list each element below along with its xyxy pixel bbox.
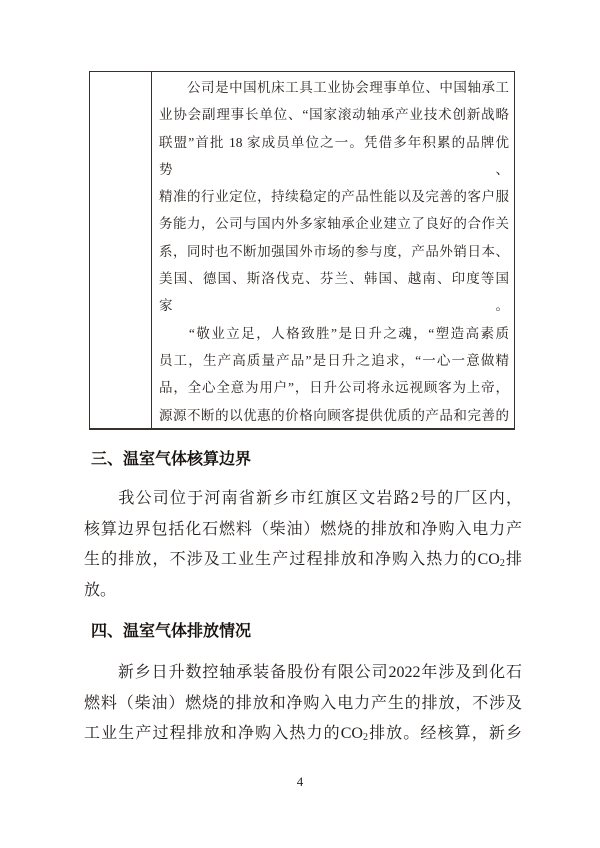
text-segment: 工业生产过程排放和净购入热力的CO xyxy=(84,725,363,743)
text-segment: 核算边界包括化石燃料（柴油）燃烧的排放和净购入电力产 xyxy=(84,520,522,538)
text-line xyxy=(84,515,522,546)
text-segment: 系，同时也不断加强国外市场的参与度，产品外销日本、 xyxy=(159,243,509,259)
text-segment: 业协会副理事长单位、“国家滚动轴承产业技术创新战略 xyxy=(159,107,509,123)
text-line xyxy=(84,719,522,750)
text-segment: 品，全心全意为用户”，日升公司将永远视顾客为上帝， xyxy=(159,380,509,396)
paragraph-emission-status xyxy=(84,658,522,750)
subscript-text: 2 xyxy=(362,732,368,744)
text-segment: 排 xyxy=(504,551,522,569)
paragraph-accounting-boundary xyxy=(84,484,522,607)
text-segment: 源源不断的以优惠的价格向顾客提供优质的产品和完善的 xyxy=(159,407,509,423)
text-segment: 排放。经核算，新乡 xyxy=(367,725,522,743)
text-line xyxy=(159,183,509,210)
text-line xyxy=(84,689,522,720)
text-segment: 放。 xyxy=(84,582,117,600)
text-segment: 联盟”首批 18 家成员单位之一。凭借多年积累的品牌优势、 xyxy=(159,134,509,177)
text-line xyxy=(159,347,509,374)
text-line xyxy=(159,265,509,320)
text-line xyxy=(159,210,509,237)
text-segment: 新乡日升数控轴承装备股份有限公司2022年涉及到化石 xyxy=(84,664,522,681)
text-segment: 美国、德国、斯洛伐克、芬兰、韩国、越南、印度等国家。 xyxy=(159,271,509,314)
text-line xyxy=(159,129,509,184)
subscript-text: 2 xyxy=(499,558,505,570)
text-segment: 公司是中国机床工具工业协会理事单位、中国轴承工 xyxy=(159,80,509,95)
text-segment: 务能力，公司与国内外多家轴承企业建立了良好的合作关 xyxy=(159,216,509,232)
text-segment: “敬业立足，人格致胜”是日升之魂，“塑造高素质 xyxy=(159,325,509,341)
text-line xyxy=(159,320,509,347)
table-content-cell xyxy=(152,72,514,428)
text-line xyxy=(84,484,522,515)
text-line xyxy=(84,545,522,576)
text-line xyxy=(159,74,509,101)
page-number: 4 xyxy=(296,774,304,789)
text-segment: 员工，生产高质量产品”是日升之追求，“一心一意做精 xyxy=(159,352,509,368)
company-intro-table xyxy=(89,71,515,430)
text-segment: 燃料（柴油）燃烧的排放和净购入电力产生的排放，不涉及 xyxy=(84,694,522,712)
text-line xyxy=(84,658,522,689)
text-segment: 我公司位于河南省新乡市红旗区文岩路2号的厂区内， xyxy=(84,490,522,507)
text-line xyxy=(159,374,509,401)
text-line xyxy=(159,101,509,128)
text-line xyxy=(159,402,509,428)
text-line xyxy=(159,238,509,265)
section-heading-accounting-boundary: 三、温室气体核算边界 xyxy=(91,451,252,468)
text-line xyxy=(84,576,522,607)
section-heading-emission-status: 四、温室气体排放情况 xyxy=(91,623,252,640)
table-label-cell xyxy=(90,72,152,428)
text-segment: 精准的行业定位，持续稳定的产品性能以及完善的客户服 xyxy=(159,189,509,205)
text-segment: 生的排放，不涉及工业生产过程排放和净购入热力的CO xyxy=(84,551,500,569)
